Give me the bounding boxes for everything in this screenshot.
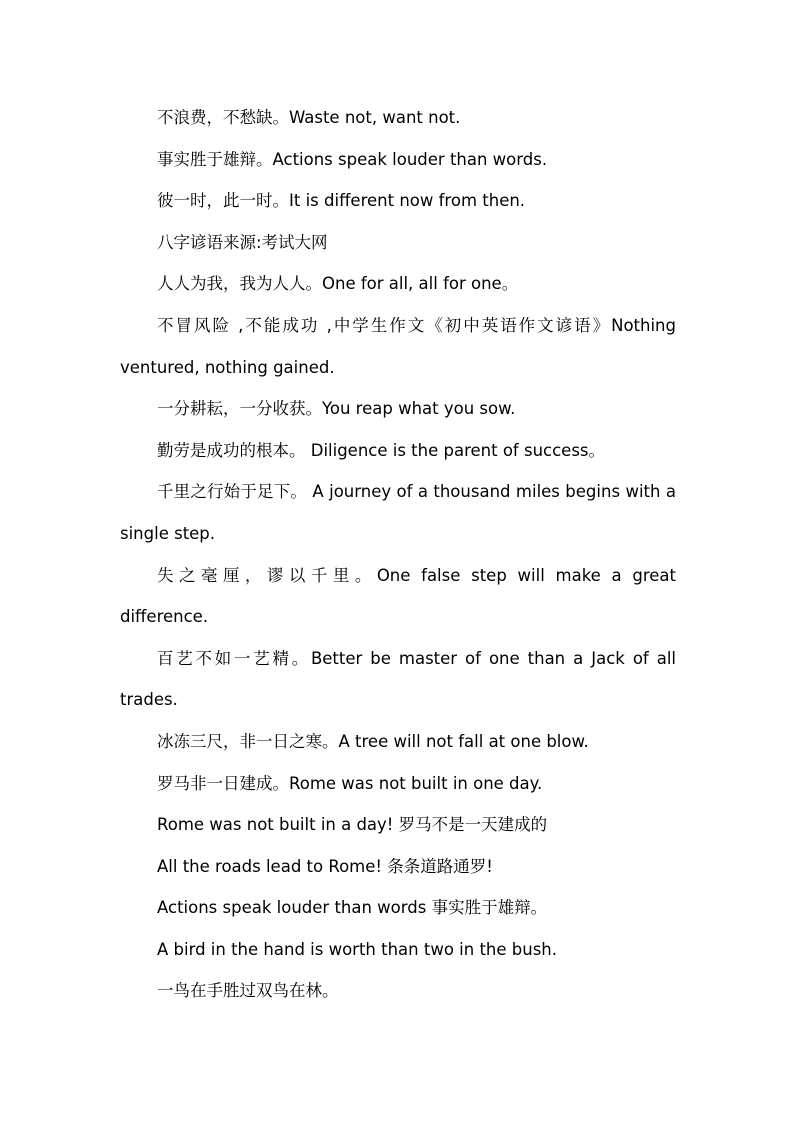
- proverb-line: A bird in the hand is worth than two in the bush.: [157, 939, 558, 959]
- proverb-line: 千里之行始于足下。 A journey of a thousand miles begins with a single step.: [120, 482, 676, 543]
- proverb-line: 百艺不如一艺精。Better be master of one than a Jack of all trades.: [120, 648, 676, 710]
- proverb-line: 彼一时，此一时。It is different now from then.: [157, 191, 526, 211]
- proverb-line: 失之毫厘，谬以千里。One false step will make a great difference.: [120, 565, 676, 627]
- proverb-line: 不冒风险 ,不能成功 ,中学生作文《初中英语作文谚语》Nothing ventured, nothing gained.: [120, 315, 676, 377]
- proverb-line: Actions speak louder than words 事实胜于雄辩。: [157, 898, 548, 918]
- proverb-line: Rome was not built in a day! 罗马不是一天建成的: [157, 815, 548, 835]
- source-note: 八字谚语来源:考试大网: [157, 232, 328, 252]
- proverb-line: 不浪费，不愁缺。Waste not, want not.: [157, 108, 461, 127]
- proverb-line: 事实胜于雄辩。Actions speak louder than words.: [157, 149, 548, 169]
- proverb-line: 一鸟在手胜过双鸟在林。: [157, 981, 339, 1001]
- proverb-line: 罗马非一日建成。Rome was not built in one day.: [157, 773, 543, 793]
- proverb-line: 人人为我，我为人人。One for all, all for one。: [157, 274, 519, 294]
- document-body: [120, 97, 676, 1012]
- proverb-line: 冰冻三尺，非一日之寒。A tree will not fall at one blow.: [157, 731, 589, 751]
- proverb-line: 勤劳是成功的根本。 Diligence is the parent of success。: [157, 440, 606, 460]
- proverb-line: 一分耕耘，一分收获。You reap what you sow.: [157, 399, 516, 419]
- proverb-line: All the roads lead to Rome! 条条道路通罗!: [157, 856, 493, 876]
